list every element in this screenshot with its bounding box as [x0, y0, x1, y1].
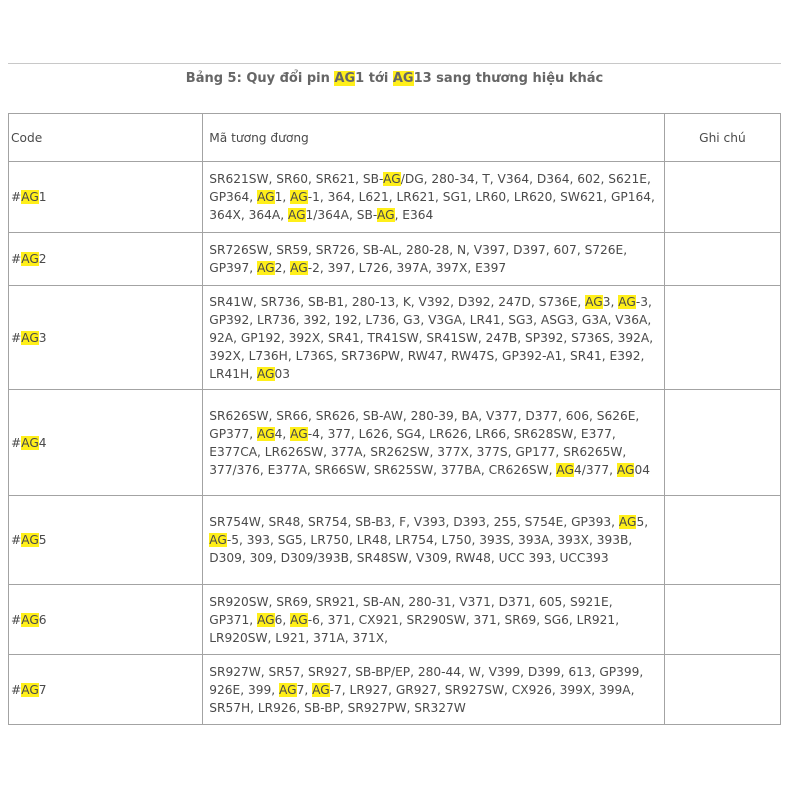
code-text: #: [11, 435, 22, 450]
equivalent-text: /DG, 280-34, T, V364, D364, 602, S621E, GP364,: [209, 172, 651, 204]
equivalent-text: , E364: [394, 208, 434, 222]
code-cell: [9, 162, 203, 233]
equivalent-text: 3,: [602, 294, 619, 309]
table-body: [9, 162, 781, 725]
equivalent-highlight: AG: [257, 426, 275, 441]
note-cell: [664, 496, 780, 585]
equivalent-cell: [203, 585, 665, 655]
header-notes: Ghi chú: [664, 114, 780, 162]
equivalent-text: SR920SW, SR69, SR921, SB-AN, 280-31, V371, D371, 605, S921E, GP371,: [209, 594, 613, 627]
code-text: 6: [38, 612, 47, 627]
note-cell: [664, 655, 780, 725]
code-cell: [9, 496, 203, 585]
equivalent-text: 7,: [296, 682, 313, 697]
equivalent-highlight: AG: [290, 426, 308, 441]
equivalent-highlight: AG: [618, 294, 636, 309]
equivalent-cell: [203, 496, 665, 585]
equivalent-highlight: AG: [256, 366, 275, 381]
note-cell: [664, 233, 780, 286]
equivalent-text: -4, 377, L626, SG4, LR626, LR66, SR628SW, E377, E377CA, LR626SW, 377A, SR262SW, 377X, 377S, GP177, SR6265W, 377/376, E377A, SR66SW, SR625SW, 377BA, CR626SW,: [209, 426, 627, 477]
table-caption: [8, 69, 781, 89]
caption-mid: 1 tới: [355, 71, 393, 86]
code-cell: [9, 585, 203, 655]
code-cell: [9, 390, 203, 496]
equivalent-highlight: AG: [257, 190, 275, 204]
table-row: [9, 162, 781, 233]
equivalent-text: 5,: [636, 515, 649, 529]
equivalent-highlight: AG: [616, 462, 635, 477]
equivalent-highlight: AG: [278, 682, 297, 697]
equivalent-highlight: AG: [290, 261, 308, 275]
conversion-table: [8, 113, 781, 725]
equivalent-cell: [203, 390, 665, 496]
table-row: [9, 655, 781, 725]
code-highlight: AG: [21, 682, 39, 697]
code-text: #: [11, 330, 22, 345]
top-divider: [8, 63, 781, 64]
equivalent-text: SR927W, SR57, SR927, SB-BP/EP, 280-44, W, V399, D399, 613, GP399, 926E, 399,: [209, 664, 644, 697]
table-row: [9, 286, 781, 390]
equivalent-highlight: AG: [312, 682, 330, 697]
code-highlight: AG: [21, 533, 39, 547]
equivalent-text: 03: [274, 366, 291, 381]
equivalent-text: SR754W, SR48, SR754, SB-B3, F, V393, D393, 255, S754E, GP393,: [209, 515, 619, 529]
code-text: 1: [38, 190, 47, 204]
code-cell: [9, 655, 203, 725]
equivalent-text: 4/377,: [574, 462, 617, 477]
equivalent-text: 6,: [274, 612, 291, 627]
equivalent-highlight: AG: [290, 190, 308, 204]
note-cell: [664, 585, 780, 655]
note-cell: [664, 286, 780, 390]
code-highlight: AG: [21, 252, 39, 266]
equivalent-text: 4,: [274, 426, 291, 441]
equivalent-text: 1,: [274, 190, 291, 204]
note-cell: [664, 162, 780, 233]
equivalent-text: SR621SW, SR60, SR621, SB-: [209, 172, 384, 186]
equivalent-highlight: AG: [383, 172, 401, 186]
code-highlight: AG: [21, 435, 39, 450]
equivalent-text: -5, 393, SG5, LR750, LR48, LR754, L750, 393S, 393A, 393X, 393B, D309, 309, D309/393B, SR48SW, V309, RW48, UCC 393, UCC393: [209, 533, 633, 565]
header-equivalent: Mã tương đương: [203, 114, 665, 162]
equivalent-highlight: AG: [585, 294, 603, 309]
equivalent-cell: [203, 655, 665, 725]
caption-highlight-1: AG: [334, 71, 356, 86]
equivalent-cell: [203, 162, 665, 233]
code-highlight: AG: [21, 612, 39, 627]
equivalent-text: -2, 397, L726, 397A, 397X, E397: [307, 261, 507, 275]
code-text: #: [11, 612, 22, 627]
code-text: 5: [38, 533, 47, 547]
equivalent-highlight: AG: [376, 208, 395, 222]
code-text: #: [11, 682, 22, 697]
equivalent-text: -6, 371, CX921, SR290SW, 371, SR69, SG6, LR921, LR920SW, L921, 371A, 371X,: [209, 612, 620, 645]
equivalent-highlight: AG: [287, 208, 306, 222]
equivalent-text: 2,: [274, 261, 291, 275]
equivalent-highlight: AG: [257, 261, 275, 275]
equivalent-highlight: AG: [257, 612, 275, 627]
equivalent-highlight: AG: [556, 462, 574, 477]
equivalent-text: -1, 364, L621, LR621, SG1, LR60, LR620, SW621, GP164, 364X, 364A,: [209, 190, 655, 222]
equivalent-text: SR626SW, SR66, SR626, SB-AW, 280-39, BA, V377, D377, 606, S626E, GP377,: [209, 408, 640, 441]
caption-suffix: 13 sang thương hiệu khác: [413, 71, 604, 86]
code-cell: [9, 233, 203, 286]
code-text: #: [11, 533, 22, 547]
equivalent-cell: [203, 233, 665, 286]
table-header-row: [9, 114, 781, 162]
code-text: 3: [38, 330, 47, 345]
table-row: [9, 496, 781, 585]
code-highlight: AG: [21, 330, 39, 345]
equivalent-text: 1/364A, SB-: [305, 208, 377, 222]
caption-prefix: Bảng 5: Quy đổi pin: [185, 71, 335, 86]
table-row: [9, 233, 781, 286]
header-code: Code: [9, 114, 203, 162]
equivalent-text: SR41W, SR736, SB-B1, 280-13, K, V392, D392, 247D, S736E,: [209, 294, 586, 309]
equivalent-text: -3, GP392, LR736, 392, 192, L736, G3, V3GA, LR41, SG3, ASG3, G3A, V36A, 92A, GP192, 392X, SR41, TR41SW, SR41SW, 247B, SP392, S736S, 392A, 392X, L736H, L736S, SR736PW, RW47, RW47S, GP392-A1, SR41, E392, LR41H,: [209, 294, 654, 381]
note-cell: [664, 390, 780, 496]
caption-highlight-2: AG: [392, 71, 414, 86]
code-text: 2: [38, 252, 47, 266]
code-cell: [9, 286, 203, 390]
table-row: [9, 390, 781, 496]
table-row: [9, 585, 781, 655]
code-text: #: [11, 252, 22, 266]
code-text: 4: [38, 435, 47, 450]
code-highlight: AG: [21, 190, 39, 204]
equivalent-highlight: AG: [290, 612, 308, 627]
equivalent-text: 04: [634, 462, 650, 477]
equivalent-highlight: AG: [618, 515, 637, 529]
code-text: #: [11, 190, 22, 204]
equivalent-text: SR726SW, SR59, SR726, SB-AL, 280-28, N, V397, D397, 607, S726E, GP397,: [209, 243, 628, 275]
code-text: 7: [38, 682, 47, 697]
equivalent-highlight: AG: [209, 533, 227, 547]
equivalent-cell: [203, 286, 665, 390]
equivalent-text: -7, LR927, GR927, SR927SW, CX926, 399X, 399A, SR57H, LR926, SB-BP, SR927PW, SR327W: [209, 682, 635, 715]
